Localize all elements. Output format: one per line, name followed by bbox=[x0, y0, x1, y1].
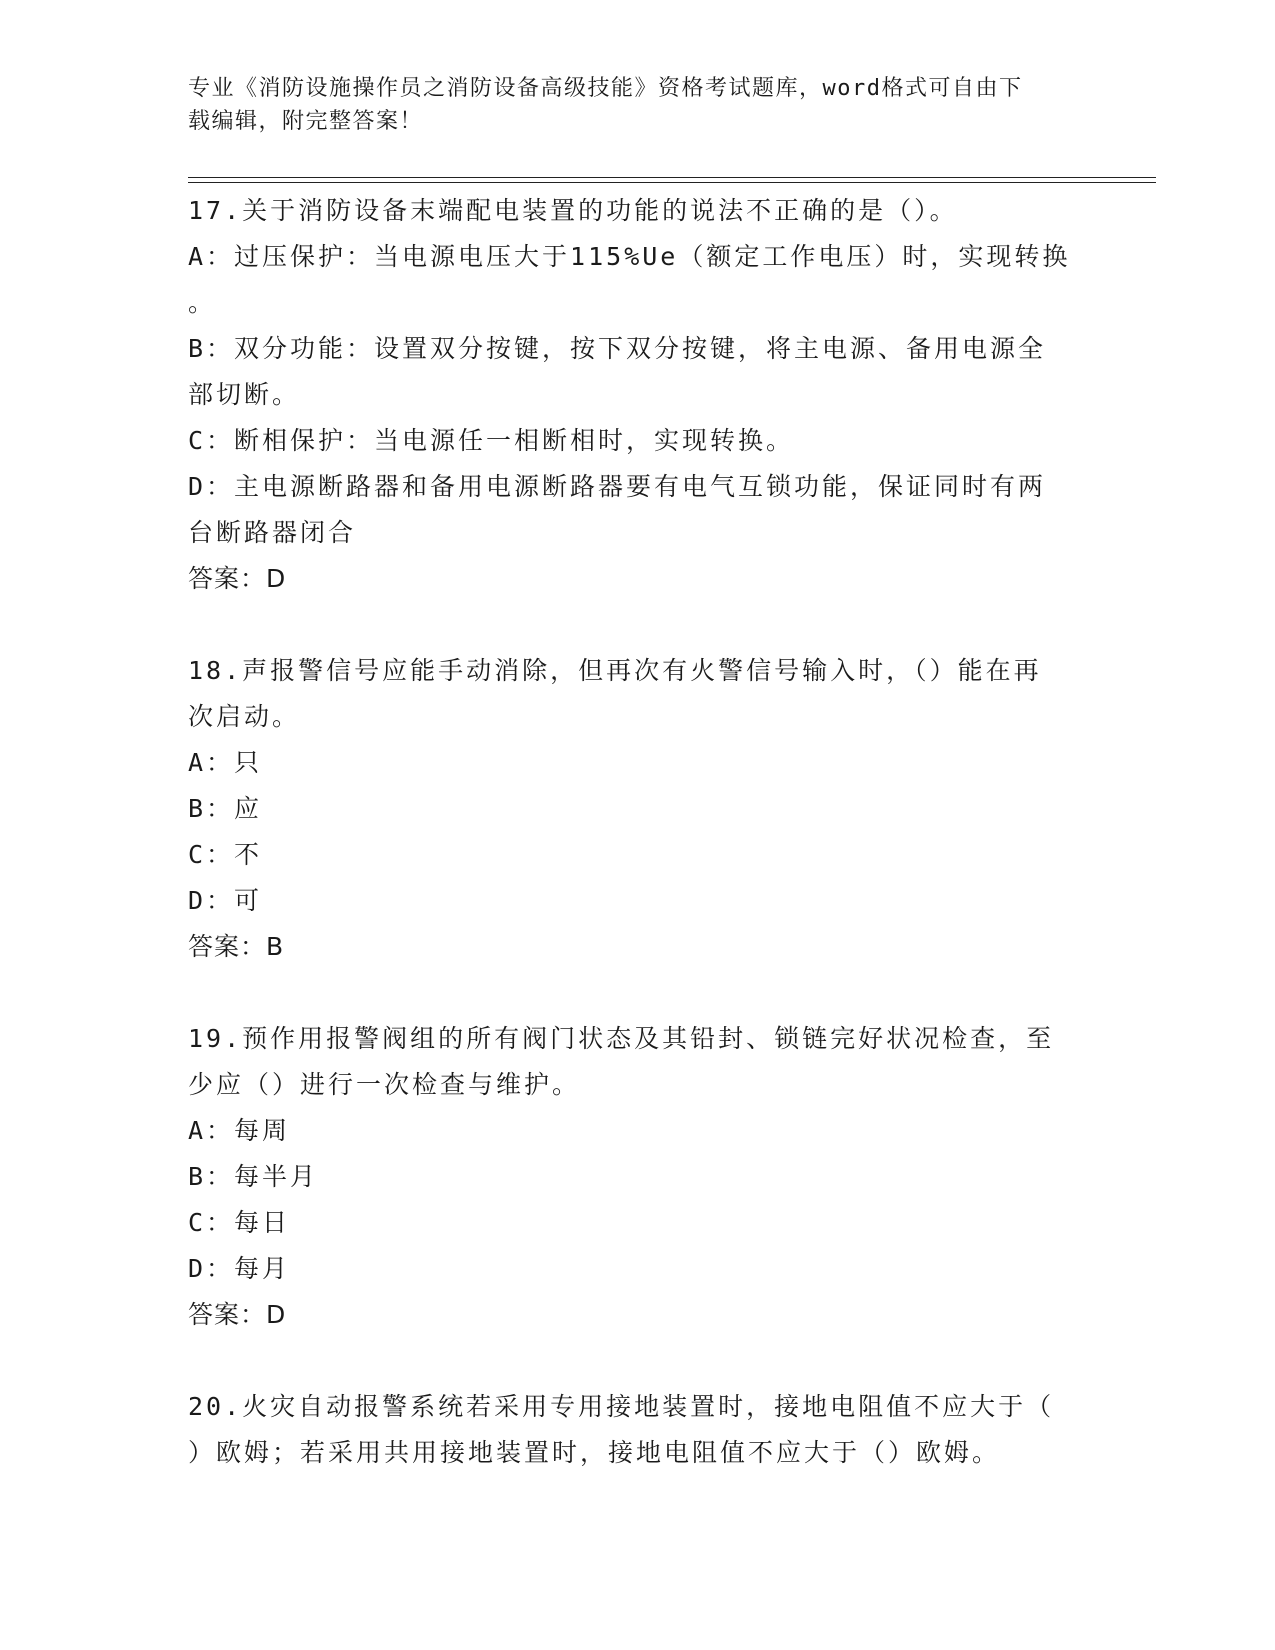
header-line-2: 载编辑，附完整答案！ bbox=[188, 109, 424, 134]
option-line: A：只 bbox=[188, 748, 263, 777]
answer-line: 答案：D bbox=[188, 564, 287, 593]
header-line-1: 专业《消防设施操作员之消防设备高级技能》资格考试题库，word格式可自由下 bbox=[188, 76, 1023, 101]
question-stem-line: 20.火灾自动报警系统若采用专用接地装置时，接地电阻值不应大于（ bbox=[188, 1392, 1055, 1421]
answer-line: 答案：B bbox=[188, 932, 285, 961]
question-stem-line: 少应（）进行一次检查与维护。 bbox=[188, 1070, 581, 1099]
question-block bbox=[188, 1384, 1088, 1476]
question-list bbox=[188, 188, 1088, 1476]
document-header bbox=[188, 72, 1088, 138]
option-line: B：双分功能：设置双分按键，按下双分按键，将主电源、备用电源全 bbox=[188, 334, 1047, 363]
option-line: 台断路器闭合 bbox=[188, 518, 357, 547]
question-stem-line: ）欧姆；若采用共用接地装置时，接地电阻值不应大于（）欧姆。 bbox=[188, 1438, 1001, 1467]
option-line: A：每周 bbox=[188, 1116, 291, 1145]
option-line: 。 bbox=[188, 288, 217, 317]
option-line: D：可 bbox=[188, 886, 263, 915]
question-stem-line: 次启动。 bbox=[188, 702, 301, 731]
option-line: B：应 bbox=[188, 794, 263, 823]
option-line: C：不 bbox=[188, 840, 263, 869]
header-divider-top bbox=[188, 177, 1156, 178]
question-block bbox=[188, 188, 1088, 602]
option-line: C：每日 bbox=[188, 1208, 291, 1237]
option-line: C：断相保护：当电源任一相断相时，实现转换。 bbox=[188, 426, 795, 455]
answer-line: 答案：D bbox=[188, 1300, 287, 1329]
question-stem-line: 18.声报警信号应能手动消除，但再次有火警信号输入时，（）能在再 bbox=[188, 656, 1042, 685]
option-line: 部切断。 bbox=[188, 380, 301, 409]
question-block bbox=[188, 648, 1088, 970]
header-divider-bottom bbox=[188, 182, 1156, 183]
question-stem-line: 19.预作用报警阀组的所有阀门状态及其铅封、锁链完好状况检查，至 bbox=[188, 1024, 1055, 1053]
option-line: D：每月 bbox=[188, 1254, 291, 1283]
option-line: B：每半月 bbox=[188, 1162, 319, 1191]
option-line: A：过压保护：当电源电压大于115%Ue（额定工作电压）时，实现转换 bbox=[188, 242, 1071, 271]
question-block bbox=[188, 1016, 1088, 1338]
option-line: D：主电源断路器和备用电源断路器要有电气互锁功能，保证同时有两 bbox=[188, 472, 1047, 501]
question-stem-line: 17.关于消防设备末端配电装置的功能的说法不正确的是（）。 bbox=[188, 196, 958, 225]
